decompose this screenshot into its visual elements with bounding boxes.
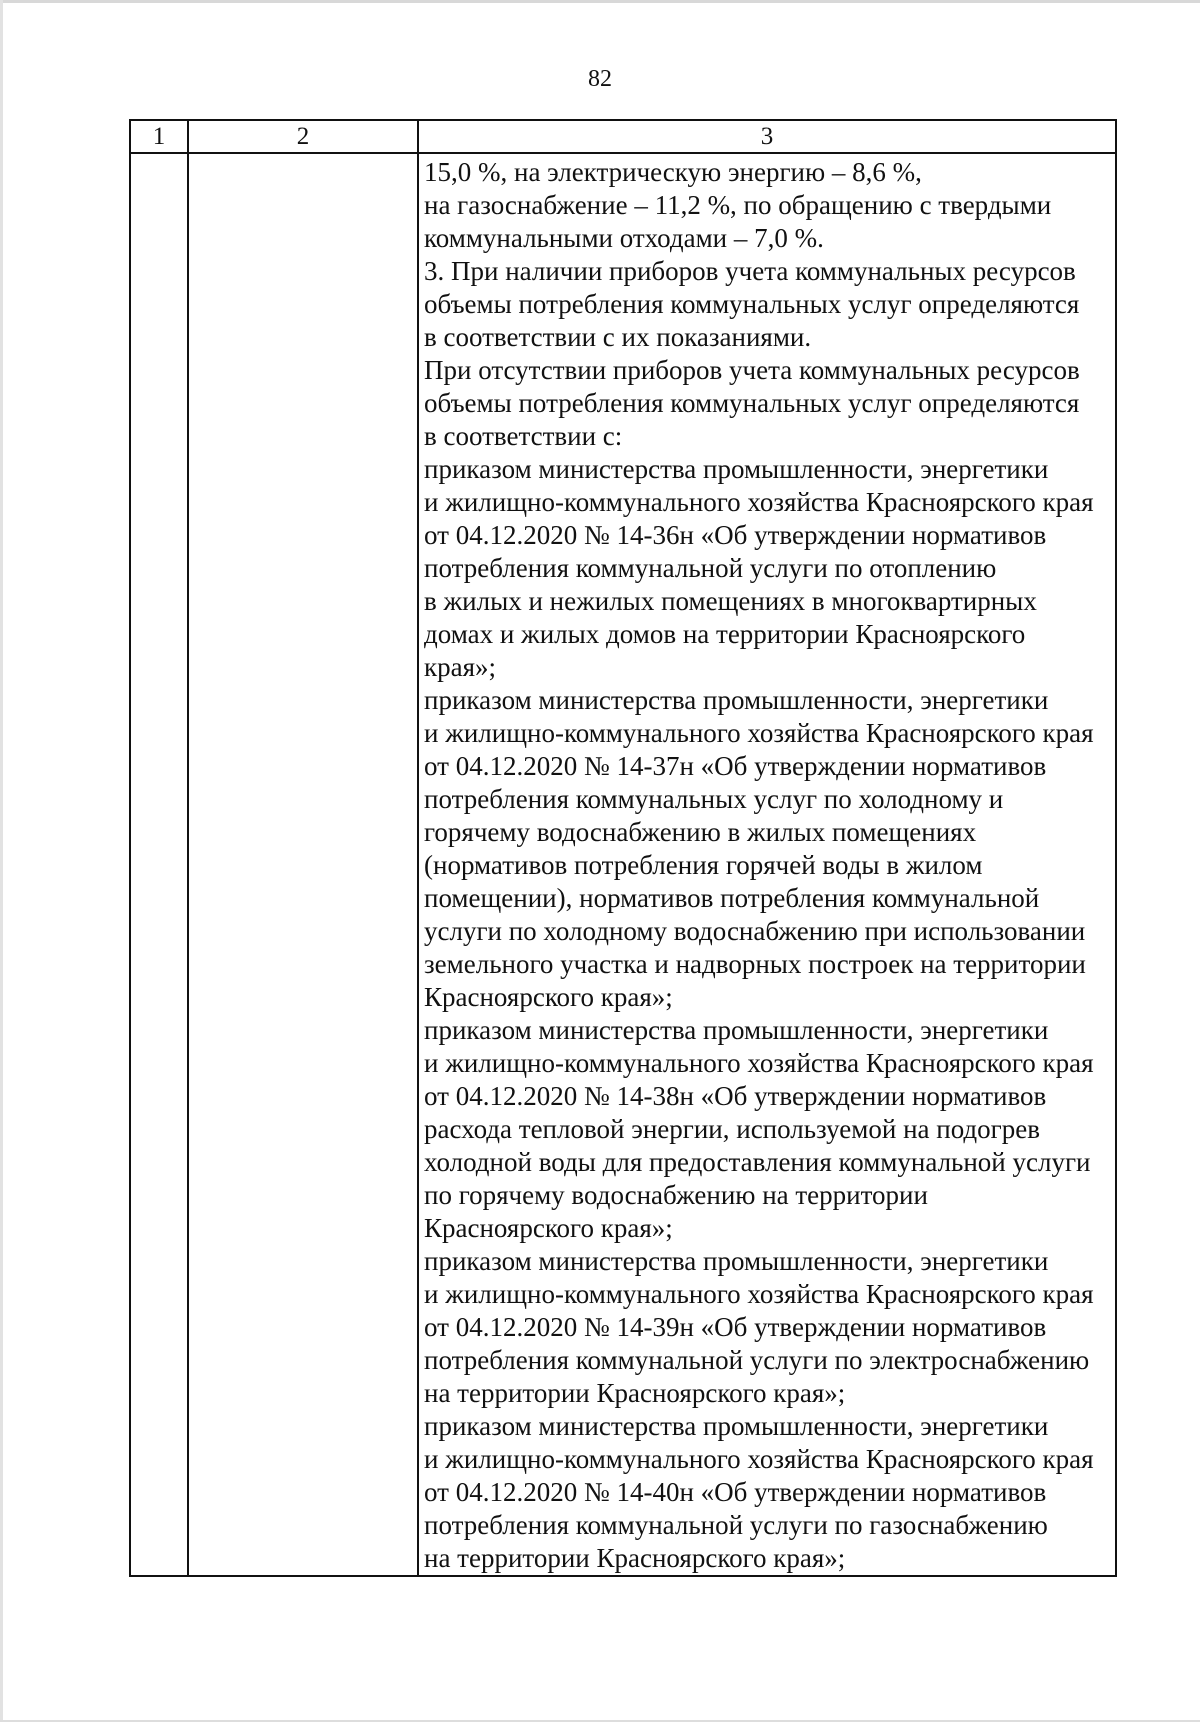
text-line: и жилищно-коммунального хозяйства Красноярского края (424, 718, 1094, 748)
text-line: на территории Красноярского края»; (424, 1543, 846, 1573)
scan-border-left (0, 0, 3, 1722)
document-table (129, 119, 1117, 1577)
text-line: При отсутствии приборов учета коммунальных ресурсов (424, 355, 1080, 385)
text-line: приказом министерства промышленности, энергетики (424, 685, 1049, 715)
table-header-row (130, 120, 1116, 153)
column-1-cell (130, 153, 188, 1576)
text-line: и жилищно-коммунального хозяйства Красноярского края (424, 1279, 1094, 1309)
text-line: по горячему водоснабжению на территории (424, 1180, 928, 1210)
text-line: объемы потребления коммунальных услуг определяются (424, 388, 1080, 418)
text-line: в соответствии с: (424, 421, 623, 451)
text-line: холодной воды для предоставления коммунальной услуги (424, 1147, 1091, 1177)
column-header-3: 3 (418, 120, 1116, 153)
text-line: от 04.12.2020 № 14-39н «Об утверждении нормативов (424, 1312, 1047, 1342)
text-line: (нормативов потребления горячей воды в жилом (424, 850, 983, 880)
text-line: помещении), нормативов потребления коммунальной (424, 883, 1040, 913)
text-line: 3. При наличии приборов учета коммунальных ресурсов (424, 256, 1076, 286)
text-line: в соответствии с их показаниями. (424, 322, 812, 352)
text-line: расхода тепловой энергии, используемой на подогрев (424, 1114, 1040, 1144)
text-line: потребления коммунальной услуги по отоплению (424, 553, 997, 583)
text-line: потребления коммунальной услуги по электроснабжению (424, 1345, 1090, 1375)
text-line: на территории Красноярского края»; (424, 1378, 846, 1408)
text-line: приказом министерства промышленности, энергетики (424, 1246, 1049, 1276)
text-line: приказом министерства промышленности, энергетики (424, 454, 1049, 484)
text-line: на газоснабжение – 11,2 %, по обращению с твердыми (424, 190, 1052, 220)
text-line: от 04.12.2020 № 14-37н «Об утверждении нормативов (424, 751, 1047, 781)
column-2-cell (188, 153, 418, 1576)
text-line: 15,0 %, на электрическую энергию – 8,6 %, (424, 157, 922, 187)
column-header-2: 2 (188, 120, 418, 153)
text-line: края»; (424, 652, 497, 682)
text-line: потребления коммунальной услуги по газоснабжению (424, 1510, 1048, 1540)
text-line: коммунальными отходами – 7,0 %. (424, 223, 824, 253)
text-line: горячему водоснабжению в жилых помещениях (424, 817, 977, 847)
text-line: и жилищно-коммунального хозяйства Красноярского края (424, 1048, 1094, 1078)
scan-border-top (0, 0, 1200, 3)
text-line: Красноярского края»; (424, 982, 673, 1012)
column-header-1: 1 (130, 120, 188, 153)
table-body-row (130, 153, 1116, 1576)
text-line: от 04.12.2020 № 14-40н «Об утверждении нормативов (424, 1477, 1047, 1507)
text-line: в жилых и нежилых помещениях в многоквартирных (424, 586, 1037, 616)
text-line: домах и жилых домов на территории Красноярского (424, 619, 1026, 649)
text-line: приказом министерства промышленности, энергетики (424, 1015, 1049, 1045)
text-line: приказом министерства промышленности, энергетики (424, 1411, 1049, 1441)
column-3-text-cell (418, 153, 1116, 1576)
text-line: и жилищно-коммунального хозяйства Красноярского края (424, 487, 1094, 517)
text-line: от 04.12.2020 № 14-36н «Об утверждении нормативов (424, 520, 1047, 550)
text-line: от 04.12.2020 № 14-38н «Об утверждении нормативов (424, 1081, 1047, 1111)
text-line: и жилищно-коммунального хозяйства Красноярского края (424, 1444, 1094, 1474)
text-line: Красноярского края»; (424, 1213, 673, 1243)
text-line: земельного участка и надворных построек на территории (424, 949, 1086, 979)
text-line: услуги по холодному водоснабжению при использовании (424, 916, 1086, 946)
text-line: объемы потребления коммунальных услуг определяются (424, 289, 1080, 319)
page-number: 82 (588, 66, 612, 92)
text-line: потребления коммунальных услуг по холодному и (424, 784, 1004, 814)
